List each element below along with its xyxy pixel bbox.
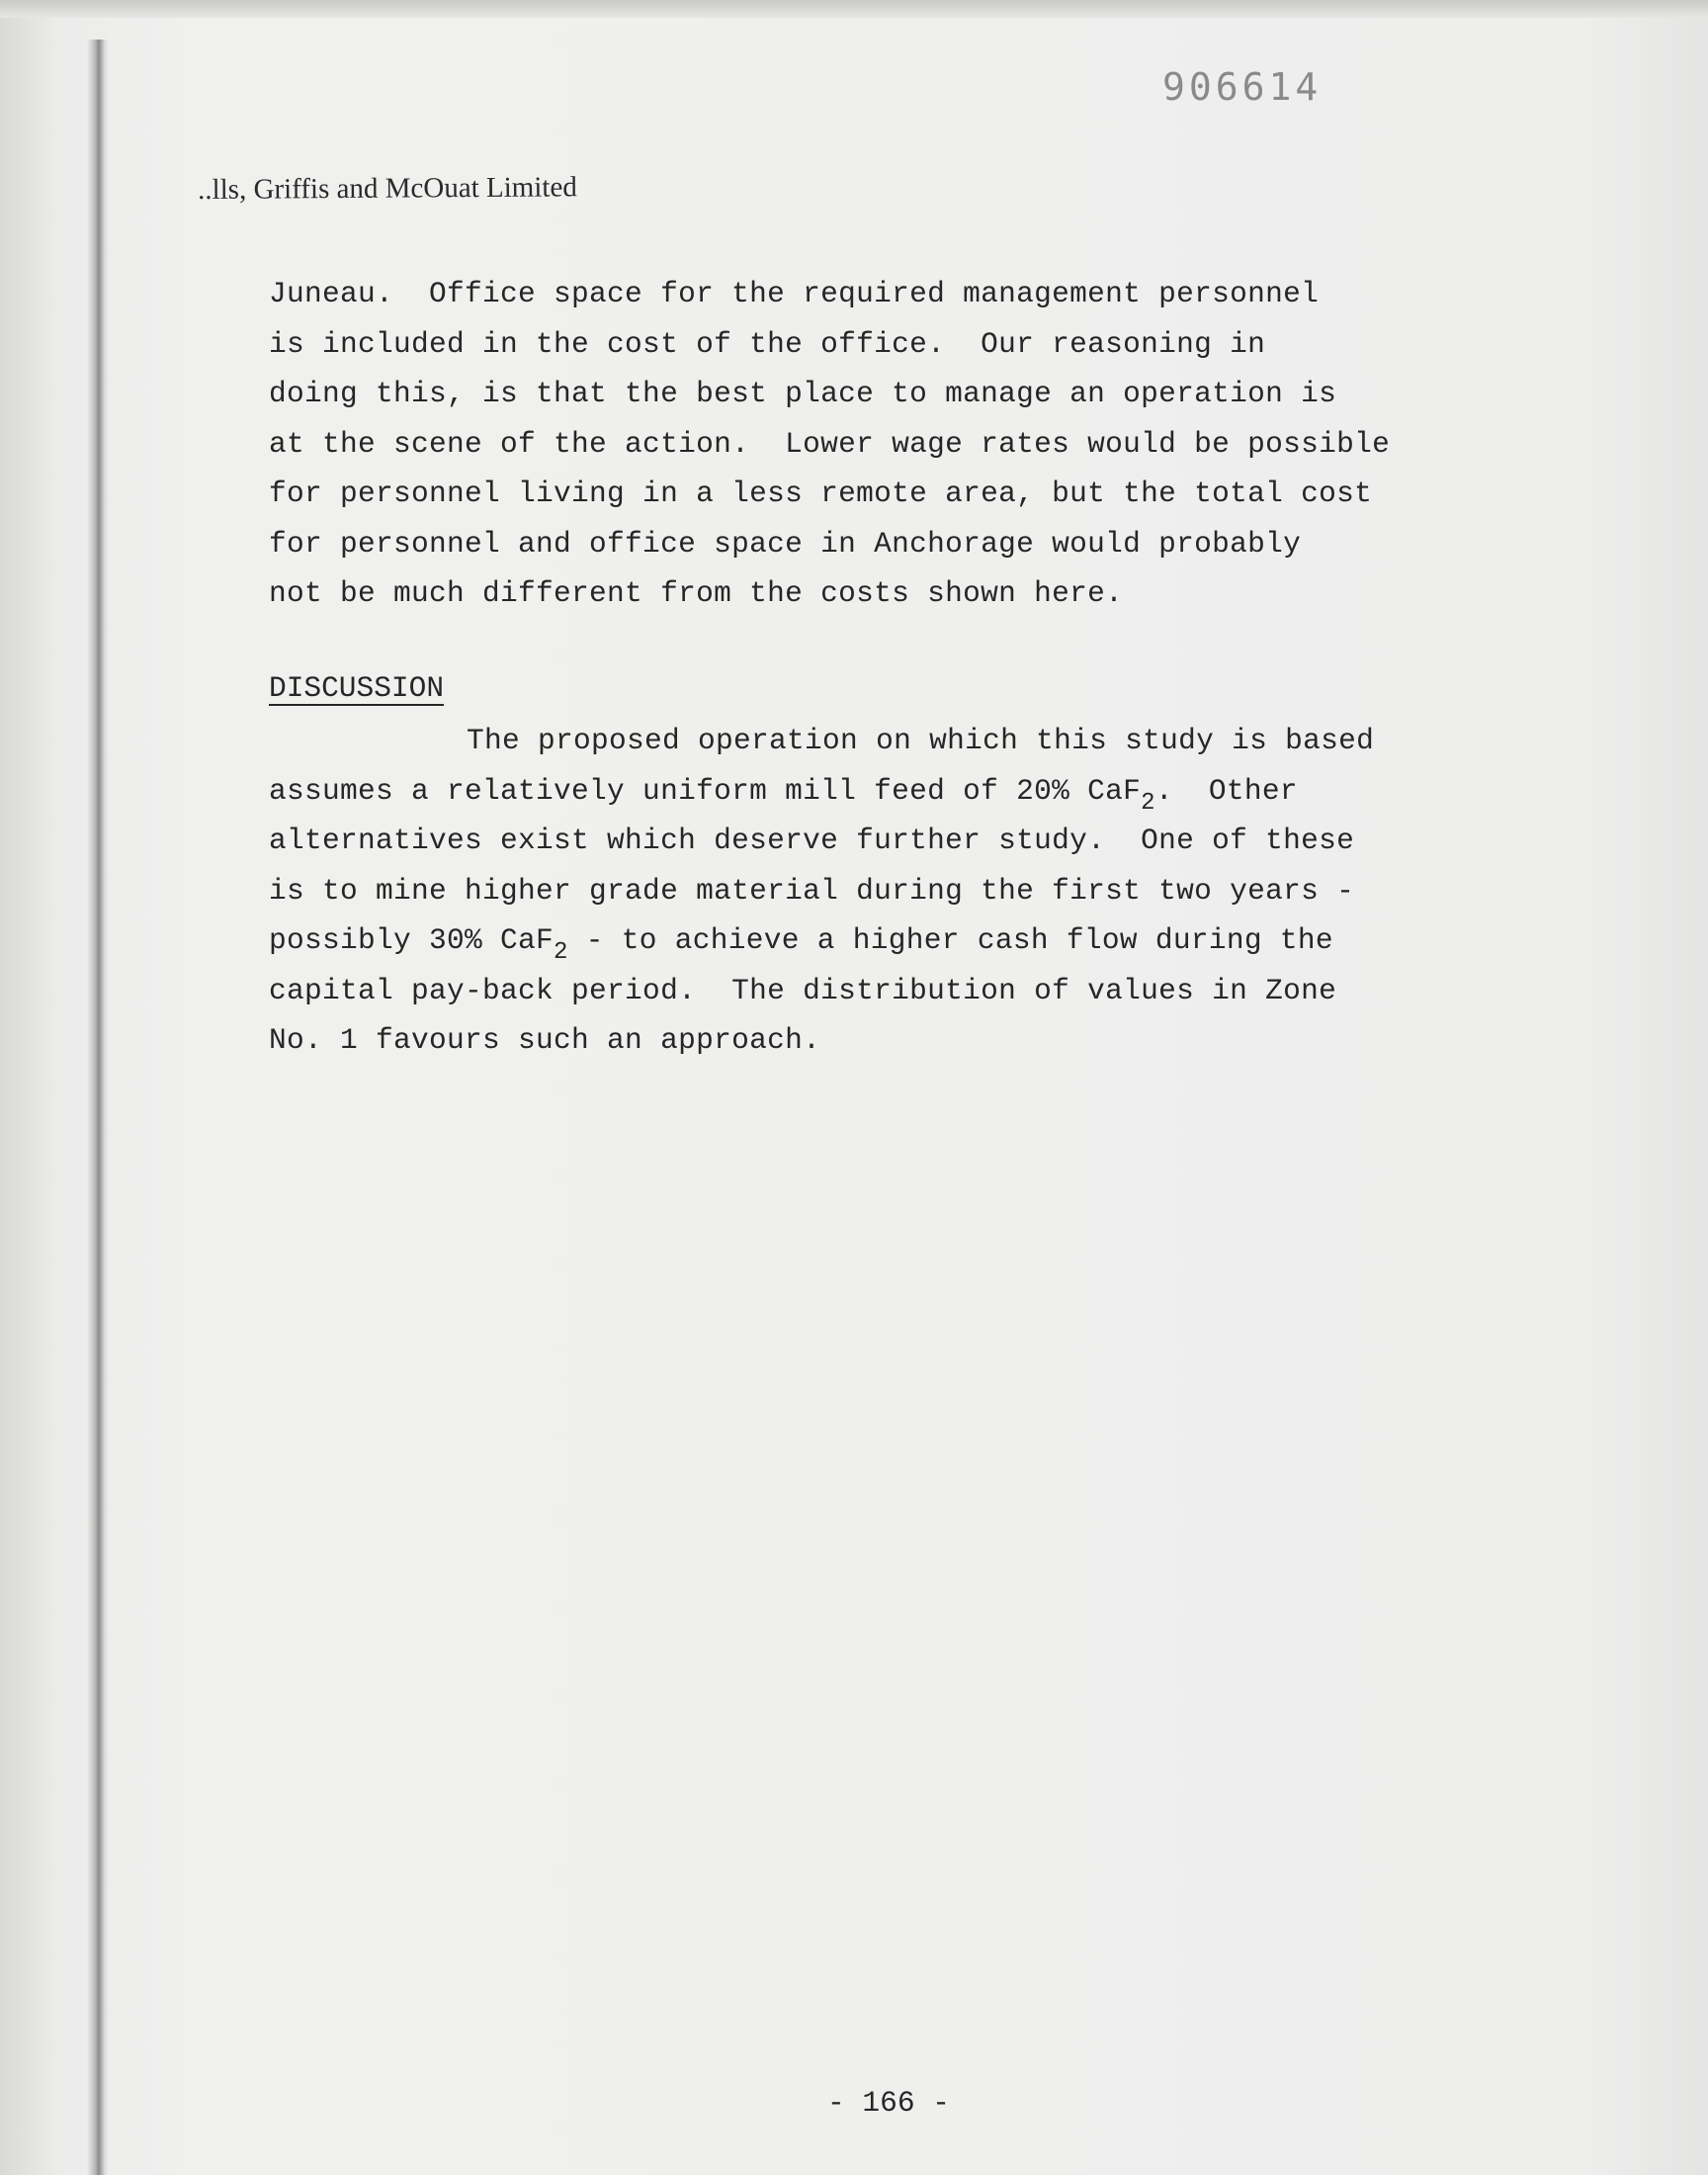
binding-shadow (87, 40, 109, 2175)
paragraph-line: Juneau. Office space for the required management personnel (269, 277, 1320, 310)
paragraph-line: not be much different from the costs shown here. (269, 576, 1124, 610)
paragraph-line (269, 766, 1554, 817)
paragraph-line: doing this, is that the best place to manage an operation is (269, 377, 1337, 410)
paragraph-1 (269, 269, 1554, 619)
subscript: 2 (554, 939, 568, 966)
letterhead: ..lls, Griffis and McOuat Limited (198, 171, 577, 206)
paragraph-line (269, 915, 1554, 966)
section-heading: DISCUSSION (269, 671, 445, 705)
page-top-edge (0, 0, 1708, 18)
paragraph-line: No. 1 favours such an approach. (269, 1023, 821, 1057)
paragraph-line: for personnel living in a less remote area, but the total cost (269, 477, 1373, 510)
line-text: assumes a relatively uniform mill feed of 20% CaF (269, 773, 1142, 808)
paragraph-line: is included in the cost of the office. Our reasoning in (269, 326, 1266, 361)
paragraph-line: is to mine higher grade material during the first two years - (269, 873, 1355, 908)
line-text: possibly 30% CaF (269, 923, 555, 957)
page-number: - 166 - (827, 2086, 950, 2120)
paragraph-line: at the scene of the action. Lower wage rates would be possible (269, 426, 1391, 461)
subscript: 2 (1141, 789, 1155, 817)
document-number: 906614 (1162, 65, 1323, 109)
paragraph-line: alternatives exist which deserve further study. One of these (269, 824, 1355, 857)
paragraph-line: for personnel and office space in Anchorage would probably (269, 526, 1302, 561)
paragraph-line: capital pay-back period. The distribution of values in Zone (269, 973, 1337, 1007)
paragraph-line: The proposed operation on which this study is based (467, 724, 1375, 757)
line-text: - to achieve a higher cash flow during the (567, 923, 1333, 957)
paragraph-2 (269, 716, 1554, 1066)
line-text: . Other (1154, 773, 1298, 808)
